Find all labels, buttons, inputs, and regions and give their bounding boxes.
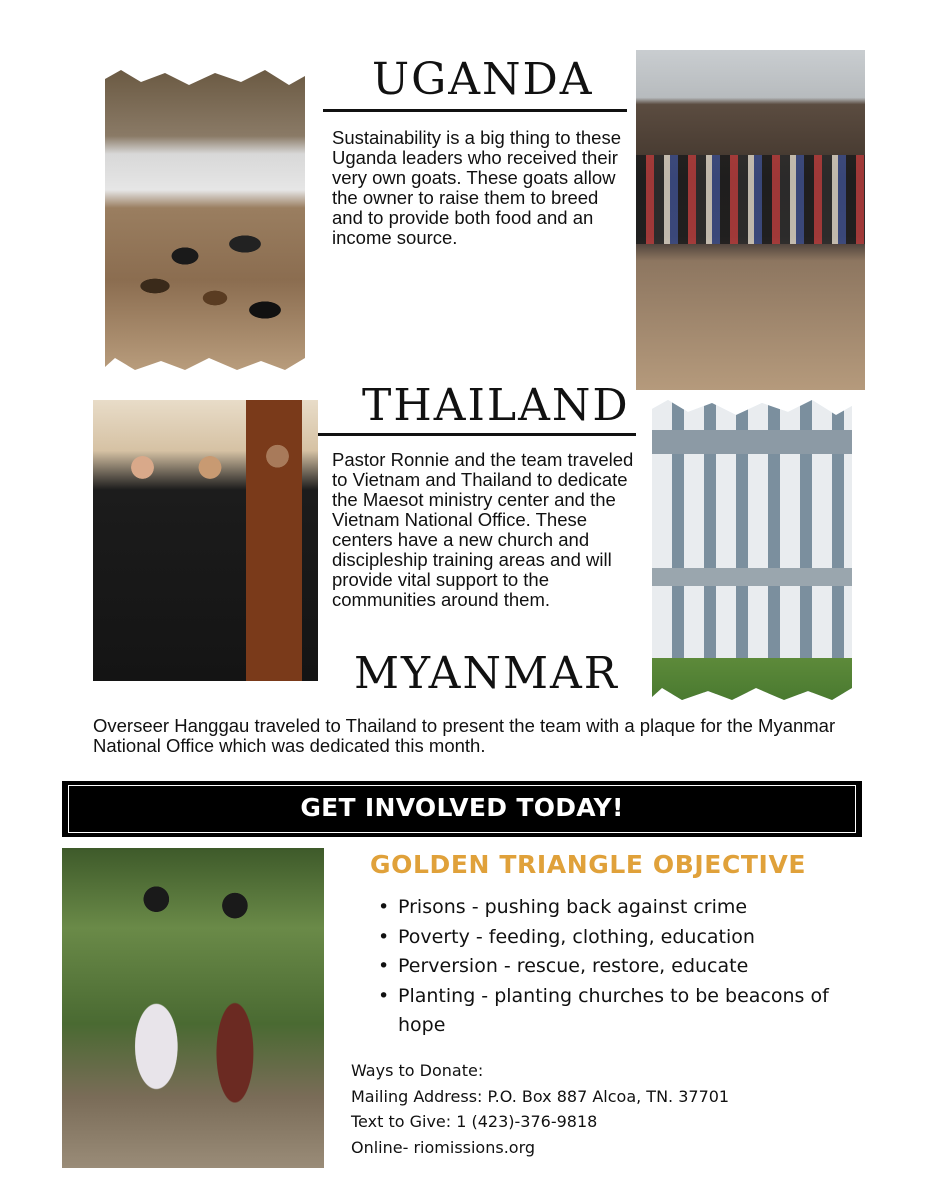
myanmar-heading: MYANMAR [354, 648, 619, 699]
ministry-center-building-photo [652, 400, 852, 700]
donate-text-to-give: Text to Give: 1 (423)-376-9818 [351, 1112, 598, 1131]
uganda-group-photo [636, 50, 865, 390]
objective-item-prisons: • Prisons - pushing back against crime [378, 893, 848, 923]
donate-mailing-address: Mailing Address: P.O. Box 887 Alcoa, TN. 37701 [351, 1086, 730, 1106]
objective-list [378, 893, 848, 1041]
objective-item-planting: • Planting - planting churches to be beacons of hope [378, 982, 848, 1041]
donate-info [351, 1058, 729, 1160]
thailand-text: Pastor Ronnie and the team traveled to Vietnam and Thailand to dedicate the Maesot ministry center and the Vietnam National Office. These centers have a new church and discipleship training areas and will provide vital support to the communities around them. [332, 449, 634, 610]
uganda-text: Sustainability is a big thing to these Uganda leaders who received their very own goats. These goats allow the owner to raise them to breed and to provide both food and an income source. [332, 127, 621, 248]
thailand-heading-rule [318, 433, 636, 436]
banner-text: GET INVOLVED TODAY! [300, 793, 624, 822]
get-involved-banner [62, 781, 862, 837]
thailand-heading: THAILAND [362, 380, 630, 431]
uganda-heading-rule [323, 109, 627, 112]
girls-photo [62, 848, 324, 1168]
donate-online: Online- riomissions.org [351, 1137, 536, 1157]
uganda-goats-truck-photo [105, 70, 305, 370]
donate-heading: Ways to Donate: [351, 1061, 484, 1080]
objective-title: GOLDEN TRIANGLE OBJECTIVE [370, 850, 807, 879]
uganda-heading: UGANDA [372, 54, 594, 105]
objective-item-perversion: • Perversion - rescue, restore, educate [378, 952, 848, 982]
thailand-plaque-photo [93, 400, 318, 681]
myanmar-text: Overseer Hanggau traveled to Thailand to present the team with a plaque for the Myanmar National Office which was dedicated this month. [93, 715, 836, 756]
objective-item-poverty: • Poverty - feeding, clothing, education [378, 923, 848, 953]
